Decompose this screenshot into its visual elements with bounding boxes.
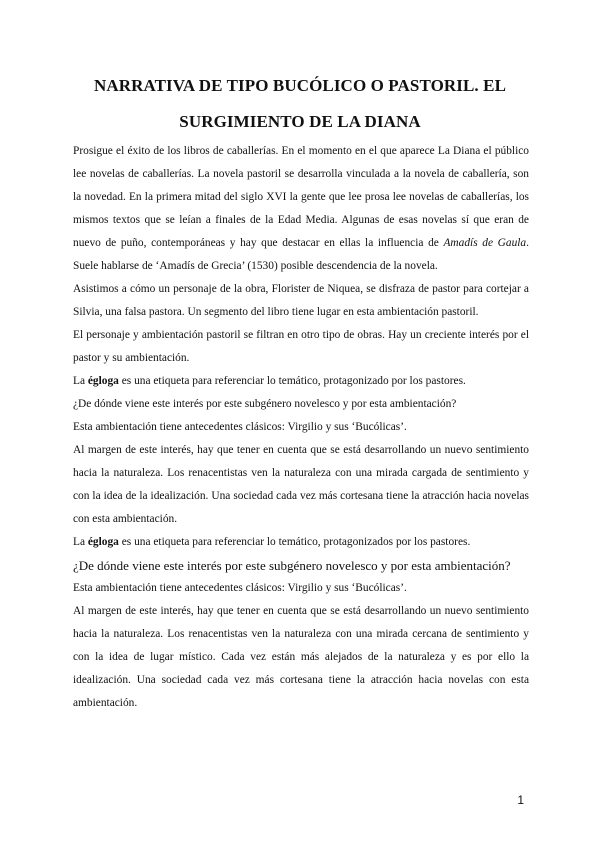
title-line-2: SURGIMIENTO DE LA DIANA [179,112,421,131]
paragraph-florister: Asistimos a cómo un personaje de la obra, Florister de Niquea, se disfraza de pastor para cortejar a Silvia, una falsa pastora. Un segmento del libro tiene lugar en esta ambientación pastoril. [73,283,529,318]
paragraph-antecedents-repeat: Esta ambientación tiene antecedentes clásicos: Virgilio y sus ‘Bucólicas’. [73,582,407,594]
paragraph-antecedents: Esta ambientación tiene antecedentes clásicos: Virgilio y sus ‘Bucólicas’. [73,421,407,433]
document-body [73,140,529,715]
paragraph-egloga-repeat [73,531,529,554]
paragraph-intro-tail: . Suele hablarse de ‘Amadís de Grecia’ (1530) posible descendencia de la novela. [73,237,529,272]
paragraph-nature: Al margen de este interés, hay que tener en cuenta que se está desarrollando un nuevo sentimiento hacia la naturaleza. Los renacentistas ven la naturaleza con una mirada cargada de sentimiento y con la idea de la idealización. Una sociedad cada vez más cortesana tiene la atracción hacia novelas con esta ambientación. [73,444,529,525]
paragraph-intro-text: Prosigue el éxito de los libros de caballerías. En el momento en el que aparece La Diana el público lee novelas de caballerías. La novela pastoril se desarrolla vinculada a la novela de caballería, son la novedad. En la primera mitad del siglo XVI la gente que lee prosa lee novelas de caballerías, los mismos textos que se leían a finales de la Edad Media. Algunas de esas novelas sí que eran de nuevo de puño, contemporáneas y hay que destacar en ellas la influencia de [73,145,529,249]
egloga-term: égloga [87,375,119,387]
paragraph-question-repeat: ¿De dónde viene este interés por este subgénero novelesco y por esta ambientación? [73,558,511,573]
egloga-repeat-prefix: La [73,536,86,548]
italic-title-amadis: Amadís de Gaula [443,237,527,249]
egloga-definition: es una etiqueta para referenciar lo temático, protagonizado por los pastores. [121,375,466,387]
paragraph-intro [73,140,529,278]
paragraph-question: ¿De dónde viene este interés por este subgénero novelesco y por esta ambientación? [73,398,457,410]
page-title [60,68,540,140]
egloga-repeat-definition: es una etiqueta para referenciar lo temático, protagonizados por los pastores. [121,536,471,548]
paragraph-pastoril: El personaje y ambientación pastoril se filtran en otro tipo de obras. Hay un creciente interés por el pastor y su ambientación. [73,329,529,364]
egloga-repeat-term: égloga [87,536,119,548]
title-line-1: NARRATIVA DE TIPO BUCÓLICO O PASTORIL. EL [93,76,507,95]
page-number: 1 [517,793,524,807]
paragraph-egloga [73,370,529,393]
paragraph-nature-repeat: Al margen de este interés, hay que tener en cuenta que se está desarrollando un nuevo sentimiento hacia la naturaleza. Los renacentistas ven la naturaleza con una mirada cercana de sentimiento y con la idea de lugar místico. Cada vez están más alejados de la naturaleza y es por ello la idealización. Una sociedad cada vez más cortesana tiene la atracción hacia novelas con esta ambientación. [73,605,529,709]
egloga-prefix: La [73,375,86,387]
